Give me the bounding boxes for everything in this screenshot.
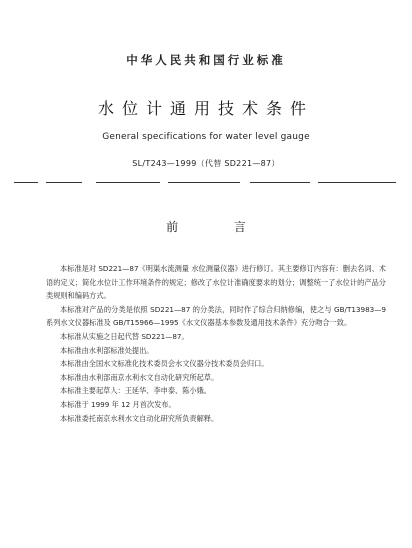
- document-title: 水位计通用技术条件: [97, 99, 314, 118]
- header-divider-segment: [318, 182, 396, 183]
- header-divider-segment: [14, 182, 38, 183]
- foreword-paragraph: 本标准由水利部南京水利水文自动化研究所起草。: [60, 372, 219, 382]
- foreword-heading: 前 言: [166, 220, 272, 234]
- document-english-title: General specifications for water level gauge: [102, 132, 310, 142]
- header-divider-segment: [250, 182, 310, 183]
- foreword-paragraph: 本标准由全国水文标准化技术委员会水文仪器分技术委员会归口。: [60, 359, 269, 369]
- foreword-paragraph: 本标准是对 SD221—87《明渠水流测量 水位测量仪器》进行修订。其主要修订内容有：删去名词、术语的定义；简化水位计工作环境条件的规定；修改了水位计准确度要求的划分；调整统一了水位计的产品分类规则和编码方式。: [46, 264, 386, 301]
- standard-category-heading: 中华人民共和国行业标准: [126, 53, 286, 67]
- header-divider-segment: [96, 182, 160, 183]
- foreword-paragraph: 本标准对产品的分类是依照 SD221—87 的分类法，同时作了综合归纳修编，使之与 GB/T13983—9 系列水文仪器标准及 GB/T15966—1995《水文仪器基本参数及通用技术条件》充分吻合一致。: [46, 304, 386, 328]
- header-divider-segment: [168, 182, 240, 183]
- foreword-paragraph: 本标准由水利部标准处提出。: [60, 345, 154, 355]
- header-divider-segment: [46, 182, 82, 183]
- foreword-paragraph: 本标准委托南京水利水文自动化研究所负责解释。: [60, 413, 219, 423]
- foreword-body: [46, 262, 386, 425]
- foreword-paragraph: 本标准从实施之日起代替 SD221—87。: [60, 331, 189, 341]
- foreword-paragraph: 本标准主要起草人：王延华、李申泰、陈小娥。: [60, 386, 211, 396]
- document-code: SL/T243—1999（代替 SD221—87）: [132, 159, 280, 168]
- foreword-paragraph: 本标准于 1999 年 12 月首次发布。: [60, 399, 176, 409]
